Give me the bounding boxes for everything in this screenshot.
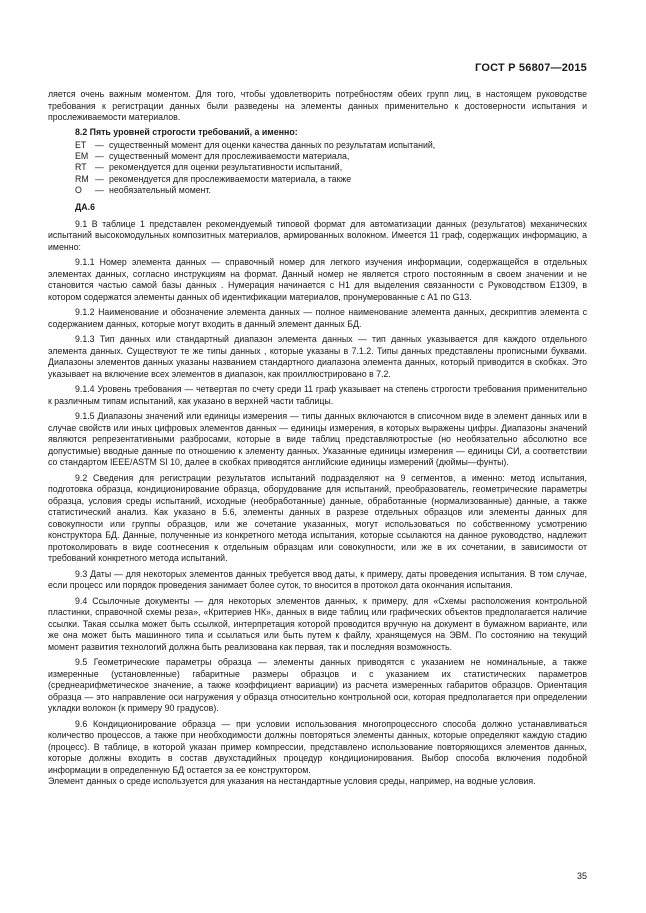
levels-list bbox=[48, 140, 587, 196]
page-number: 35 bbox=[576, 871, 587, 881]
level-description: существенный момент для оценки качества данных по результатам испытаний, bbox=[109, 140, 436, 150]
level-dash: — bbox=[95, 173, 104, 184]
paragraph: 9.1.2 Наименование и обозначение элемента данных — полное наименование элемента данных, дескриптив элемента с содержанием данных, которые могут входить в данный элемент данных БД. bbox=[48, 307, 587, 329]
paragraph: 9.1.3 Тип данных или стандартный диапазон элемента данных — тип данных указывается для каждого отдельного элемента данных. Существуют те же типы данных , которые указаны в 7.1.2. Типы данных представлены прописными буквами. Диапазоны элементов данных указаны названием стандартного диапазона элемента данных, который приводится в скобках. Это указывает на включение всех элементов в диапазон, как проиллюстрировано в 7.2. bbox=[48, 334, 587, 379]
page-body bbox=[48, 89, 587, 788]
list-item bbox=[48, 140, 587, 151]
paragraph: 9.5 Геометрические параметры образца — элементы данных приводятся с указанием не номинальные, а также измеренные (установленные) габаритные размеры образцов и с указанием их статистических параметров (среднеарифметическое значение, а также коэффициент вариации) из расчета измеренных габаритов образцов. Ориентация образца — это направление оси нагружения у образца относительно контрольной оси, которая предполагается при определении укладки волокон (к примеру 90 градусов). bbox=[48, 657, 587, 714]
paragraph: 9.1 В таблице 1 представлен рекомендуемый типовой формат для автоматизации данных (результатов) механических испытаний высокомодульных композитных материалов, армированных волокном. Имеется 11 граф, содержащих информацию, а именно: bbox=[48, 218, 587, 252]
level-dash: — bbox=[95, 162, 104, 173]
paragraph: 9.1.1 Номер элемента данных — справочный номер для легкого изучения информации, содержащейся в отдельных элементах данных, согласно инструкциям на формат. Данный номер не является строго постоянным в своем значении и не становится частью самой базы данных . Нумерация начинается с H1 для выделения связанности с Руководством E1309, в котором содержатся элементы данных об идентификации материалов, пронумерованные с A1 по G13. bbox=[48, 257, 587, 302]
section-title: ДА.6 bbox=[75, 202, 95, 213]
level-dash: — bbox=[95, 140, 104, 150]
list-item bbox=[48, 162, 587, 173]
level-description: существенный момент для прослеживаемости материала, bbox=[109, 151, 350, 162]
paragraph: 9.3 Даты — для некоторых элементов данных требуется ввод даты, к примеру, даты проведения испытания. В том случае, если процесс или порядок проведения занимает более суток, то вносится в протокол дата окончания испытания. bbox=[48, 568, 587, 591]
level-code: RM bbox=[75, 173, 89, 184]
paragraph: 9.2 Сведения для регистрации результатов испытаний подразделяют на 9 сегментов, а именно: метод испытания, подготовка образца, кондиционирование образца, оборудование для испытаний, преобразователь, геометрические параметры образца, условия среды испытаний, исходные (необработанные) данные, обработанные (нормализованные) данные, а также статистический анализ. Как указано в 5.6, элементы данных в разрезе отдельных образцов или элементы данных для совокупности или группы образцов, или же сочетание указанных, могут использоваться по собственному усмотрению конструктора БД. Данные, полученные из конкретного метода испытания, которые ссылаются на данное руководство, надлежит протоколировать в виде соотнесения к отдельным образцам или совокупности, или же в их сочетании, в зависимости от требований конкретного метода испытаний. bbox=[48, 472, 587, 564]
level-code: ET bbox=[75, 140, 87, 150]
level-description: рекомендуется для оценки результативности испытаний, bbox=[109, 162, 343, 173]
list-item bbox=[48, 151, 587, 162]
list-item bbox=[48, 185, 587, 196]
level-description: необязательный момент. bbox=[109, 184, 212, 195]
paragraph: 9.1.5 Диапазоны значений или единицы измерения — типы данных включаются в списочном виде в элемент данных или в случае свойств или иных цифровых элементов данных — единицы измерения, в которых выражены цифры. Диапазоны значений являются репрезентативными разбросами, которые в виде таблиц представляютростые (но необязательно абсолютно все допустимые) вводные данные по отношению к элементу данных. Указанные единицы измерения — единицы СИ, а соответствии со стандартом IEEE/ASTM SI 10, далее в скобках приводятся английские единицы измерений (дюймы—фунты). bbox=[48, 411, 587, 468]
level-code: O bbox=[75, 184, 82, 195]
level-code: RT bbox=[75, 162, 87, 173]
intro-paragraph: ляется очень важным моментом. Для того, чтобы удовлетворить потребностям обеих групп лиц, в настоящем руководстве требования к регистрации данных были разведены на элементы данных применительно к достоверности испытания и прослеживаемости материалов. bbox=[48, 89, 587, 122]
level-code: EM bbox=[75, 151, 89, 162]
document-standard-id: ГОСТ Р 56807—2015 bbox=[475, 62, 587, 74]
paragraph: 9.4 Ссылочные документы — для некоторых элементов данных, к примеру, для «Схемы расположения контрольной пластинки, справочной схемы реза», «Критериев НК», данных в виде таблиц или графических объектов предполагается наличие ссылки. Такая ссылка может быть ссылкой, интерпретация которой проводится вручную на документ в бумажном варианте, или же она может быть машинного типа и ссылаться или быть путем к файлу, хранящемуся на ЭВМ. По состоянию на текущий момент развития технологий должна быть реализована как первая, так и последняя возможность. bbox=[48, 595, 587, 652]
paragraph: 9.1.4 Уровень требования — четвертая по счету среди 11 граф указывает на степень строгости требования применительно к различным типам испытаний, как указано в верхней части таблицы. bbox=[48, 384, 587, 406]
final-line: Элемент данных о среде используется для указания на нестандартные условия среды, например, на водные условия. bbox=[48, 776, 536, 787]
paragraph: 9.6 Кондиционирование образца — при условии использования многопроцессного способа должно устанавливаться количество процессов, а также при необходимости должны повторяться элементы данных, которые определяют каждую стадию (процесс). В таблице, в которой указан пример компрессии, представлено использование повторяющихся элементов данных, которые должны входить в состав двухстадийных процедур кондиционирования. Выбор способа включения подобной информации в определенную БД остается за ее конструктором. bbox=[48, 718, 587, 775]
levels-heading: 8.2 Пять уровней строгости требований, а именно: bbox=[75, 126, 298, 137]
level-dash: — bbox=[95, 184, 104, 195]
level-description: рекомендуется для прослеживаемости материала, а также bbox=[109, 173, 352, 184]
list-item bbox=[48, 174, 587, 185]
level-dash: — bbox=[95, 151, 104, 162]
